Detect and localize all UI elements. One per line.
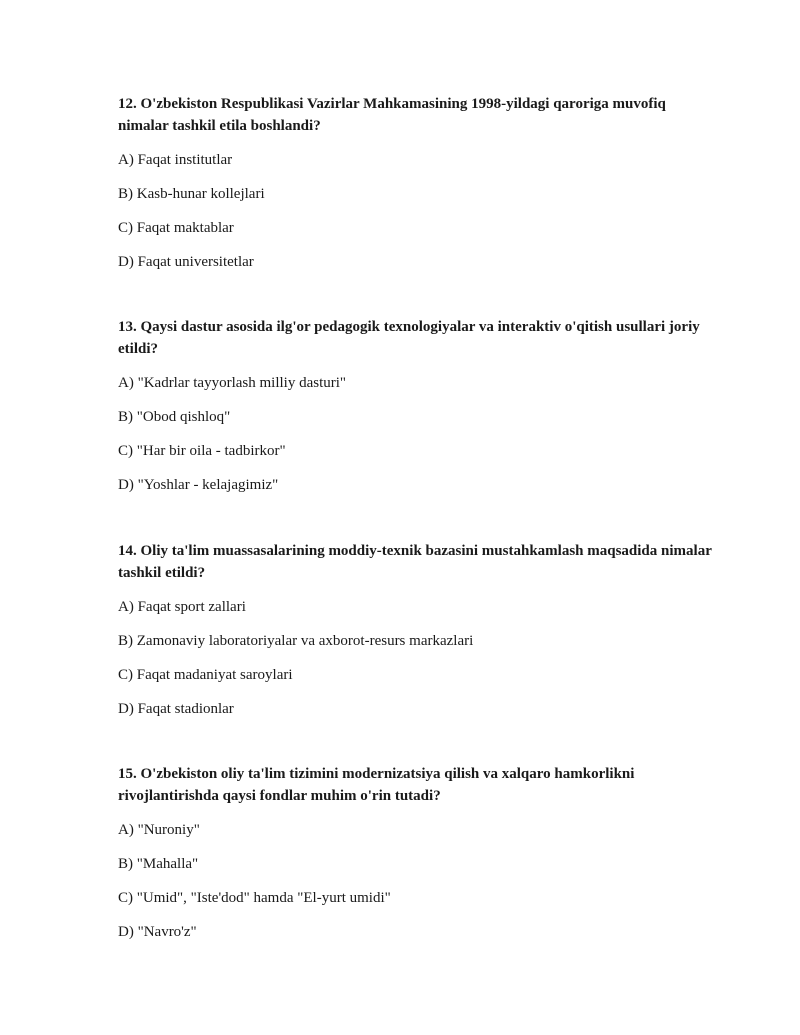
answer-option-b: B) Kasb-hunar kollejlari [118,186,265,202]
answer-option-d: D) Faqat stadionlar [118,701,234,717]
answer-option-a: A) "Nuroniy" [118,822,200,838]
answer-option-b: B) "Mahalla" [118,856,199,872]
answer-option-a: A) "Kadrlar tayyorlash milliy dasturi" [118,375,347,391]
answer-option-a: A) Faqat sport zallari [118,599,246,615]
answer-option-c: C) Faqat madaniyat saroylari [118,667,293,683]
question-text: 12. O'zbekiston Respublikasi Vazirlar Mahkamasining 1998-yildagi qaroriga muvofiq nimalar tashkil etila boshlandi? [118,96,666,134]
question-block-15 [118,763,718,955]
question-block-13 [118,316,718,508]
question-block-12 [118,93,718,285]
question-block-14 [118,540,718,732]
question-text: 13. Qaysi dastur asosida ilg'or pedagogik texnologiyalar va interaktiv o'qitish usullari joriy etildi? [118,319,700,357]
answer-option-b: B) Zamonaviy laboratoriyalar va axborot-resurs markazlari [118,633,474,649]
question-text: 14. Oliy ta'lim muassasalarining moddiy-texnik bazasini mustahkamlash maqsadida nimalar tashkil etildi? [118,543,712,581]
answer-option-d: D) "Yoshlar - kelajagimiz" [118,477,279,493]
answer-option-a: A) Faqat institutlar [118,152,233,168]
answer-option-c: C) "Har bir oila - tadbirkor" [118,443,286,459]
answer-option-d: D) Faqat universitetlar [118,254,254,270]
answer-option-c: C) "Umid", "Iste'dod" hamda "El-yurt umidi" [118,890,391,906]
answer-option-d: D) "Navro'z" [118,924,197,940]
answer-option-c: C) Faqat maktablar [118,220,234,236]
answer-option-b: B) "Obod qishloq" [118,409,231,425]
question-text: 15. O'zbekiston oliy ta'lim tizimini modernizatsiya qilish va xalqaro hamkorlikni rivojlantirishda qaysi fondlar muhim o'rin tutadi? [118,766,635,804]
